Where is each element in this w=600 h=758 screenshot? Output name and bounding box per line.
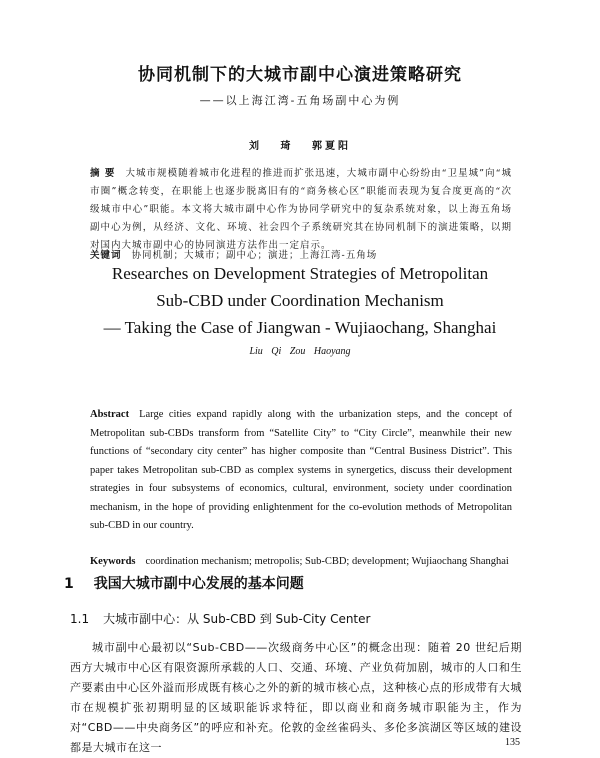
english-authors: Liu Qi Zou Haoyang	[249, 346, 351, 357]
keywords-label: Keywords	[90, 556, 136, 567]
english-title-line: Researches on Development Strategies of Metropolitan	[111, 264, 489, 283]
subsection-number: 1.1	[70, 612, 90, 626]
english-keywords	[90, 553, 512, 572]
subsection-heading	[70, 610, 370, 627]
keywords-text: coordination mechanism; metropolis; Sub-CBD; development; Wujiaochang Shanghai	[145, 556, 509, 567]
english-title	[0, 260, 600, 341]
english-title-line: Sub-CBD under Coordination Mechanism	[156, 291, 444, 310]
english-abstract	[90, 406, 512, 536]
abstract-label: 摘 要	[90, 168, 116, 179]
keywords-label: 关键词	[90, 250, 122, 261]
section-title: 我国大城市副中心发展的基本问题	[93, 576, 304, 592]
chinese-abstract	[90, 165, 512, 255]
abstract-text: 大城市规模随着城市化进程的推进而扩张迅速，大城市副中心纷纷由“卫星城”向“城市圈”概念转变，在职能上也逐步脱离旧有的“商务核心区”职能而表现为复合度更高的“次级城市中心”职能。本文将大城市副中心作为协同学研究中的复杂系统对象，以上海五角场副中心为例，从经济、文化、环境、社会四个子系统研究其在协同机制下的演进策略，以期对国内大城市副中心的协同演进方法作出一定启示。	[90, 168, 512, 251]
abstract-text: Large cities expand rapidly along with the urbanization steps, and the concept of Metropolitan sub-CBDs transform from “Satellite City” to “City Circle”, meanwhile their new functions of “secondary city center” has higher composite than “Central Business District”. This paper takes Metropolitan sub-CBD as complex systems in synergetics, discuss their development strategies in four subsystems of economics, cultural, environment, society under coordination mechanism, in the hope of providing enlightenment for the co-evolution methods of Metropolitan sub-CBD in our country.	[90, 409, 512, 531]
abstract-label: Abstract	[90, 409, 130, 420]
paper-title: 协同机制下的大城市副中心演进策略研究	[138, 65, 462, 85]
keywords-text: 协同机制；大城市；副中心；演进；上海江湾-五角场	[131, 250, 378, 261]
section-number: 1	[64, 576, 74, 592]
body-paragraph: 城市副中心最初以“Sub-CBD——次级商务中心区”的概念出现：随着 20 世纪后期西方大城市中心区有限资源所承载的人口、交通、环境、产业负荷加剧，城市的人口和生产要素由中心区外溢而形成既有核心之外的新的城市核心点，这种核心点的形成带有大城市在规模扩张初期明显的区域职能诉求特征，即以商业和商务城市职能为主，作为对“CBD——中央商务区”的呼应和补充。伦敦的金丝雀码头、多伦多滨湖区等区域的建设都是大城市在这一	[70, 641, 522, 754]
subsection-title: 大城市副中心：从 Sub-CBD 到 Sub-City Center	[103, 612, 371, 626]
paper-subtitle: ——以上海江湾-五角场副中心为例	[199, 94, 401, 107]
english-title-line: — Taking the Case of Jiangwan - Wujiaochang, Shanghai	[103, 318, 497, 337]
section-heading	[64, 573, 304, 593]
page-number: 135	[505, 737, 520, 748]
authors: 刘 琦 郭夏阳	[249, 141, 351, 152]
